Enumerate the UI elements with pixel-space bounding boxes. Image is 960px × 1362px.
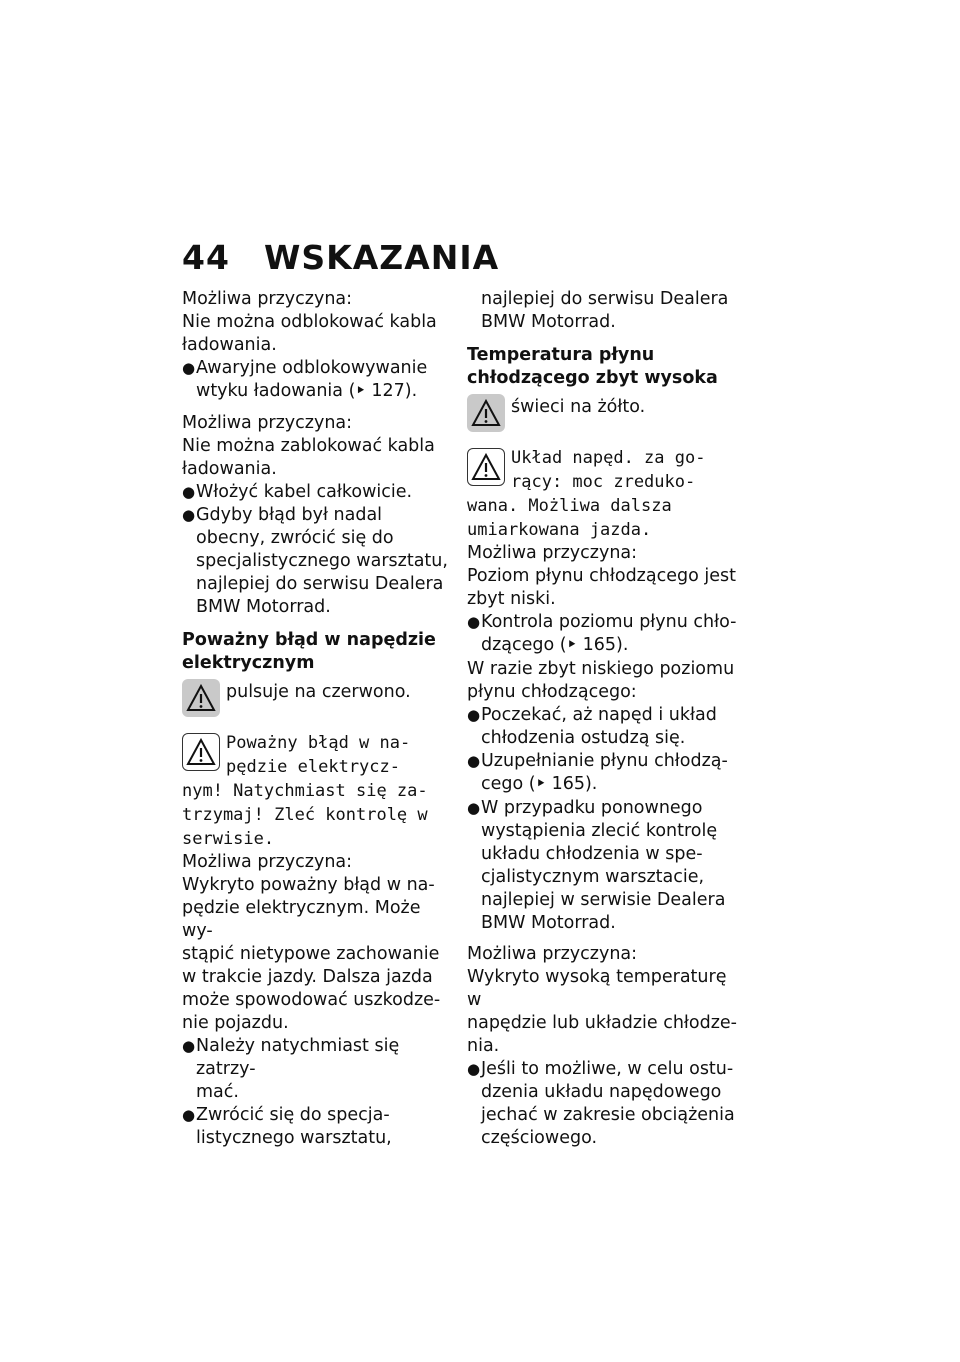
page-title: WSKAZANIA [264, 238, 500, 277]
cause-text: może spowodować uszkodze- [182, 990, 441, 1010]
warning-triangle-icon [182, 679, 220, 717]
bullet-item [182, 357, 454, 404]
display-line: umiarkowana jazda. [467, 520, 652, 540]
bullet-text: Gdyby błąd był nadal [196, 505, 383, 525]
bullet-text: chłodzenia ostudzą się. [481, 728, 686, 748]
cause-text: W razie zbyt niskiego poziomu [467, 659, 735, 679]
bullet-text: Uzupełnianie płynu chłodzą- [481, 751, 728, 771]
cause-text: Nie można odblokować kabla [182, 312, 437, 332]
cause-text: Nie można zablokować kabla [182, 436, 435, 456]
bullet-icon: ● [467, 706, 481, 724]
page-reference: 165). [551, 774, 598, 794]
cause-text: ładowania. [182, 459, 277, 479]
heading-line: elektrycznym [182, 653, 315, 673]
display-line: pędzie elektrycz- [226, 757, 400, 777]
cause-text: ładowania. [182, 335, 277, 355]
bullet-text: Zwrócić się do specja- [196, 1105, 390, 1125]
cause-text: pędzie elektrycznym. Może wy- [182, 898, 421, 941]
cause-text: nia. [467, 1036, 500, 1056]
bullet-item [467, 704, 739, 750]
cause-text: w trakcie jazdy. Dalsza jazda [182, 967, 433, 987]
bullet-text: listycznego warsztatu, [196, 1128, 392, 1148]
warning-triangle-icon [182, 733, 220, 771]
bullet-text: W przypadku ponownego [481, 798, 703, 818]
bullet-item [182, 1035, 454, 1104]
bullet-icon: ● [467, 799, 481, 817]
display-line: nym! Natychmiast się za- [182, 781, 428, 801]
bullet-text: BMW Motorrad. [481, 312, 616, 332]
bullet-text: Awaryjne odblokowywanie [196, 358, 428, 378]
bullet-icon: ● [467, 613, 481, 631]
bullet-text: specjalistycznego warsztatu, [196, 551, 448, 571]
bullet-icon: ● [467, 1060, 481, 1078]
bullet-text: Jeśli to możliwe, w celu ostu- [481, 1059, 734, 1079]
bullet-text: najlepiej w serwisie Dealera [481, 890, 726, 910]
display-line: Poważny błąd w na- [226, 733, 411, 753]
indicator-row [182, 679, 454, 717]
bullet-text: Należy natychmiast się zatrzy- [196, 1036, 400, 1079]
indicator-text: pulsuje na czerwono. [226, 682, 411, 702]
bullet-icon: ● [182, 359, 196, 377]
bullet-text: najlepiej do serwisu Dealera [481, 289, 729, 309]
bullet-text: dzenia układu napędowego [481, 1082, 722, 1102]
cause-label: Możliwa przyczyna: [182, 852, 353, 872]
heading-line: Poważny błąd w napędzie [182, 630, 436, 650]
page-reference-arrow-icon: ⯈ [355, 384, 366, 399]
display-message [182, 731, 454, 851]
heading-line: Temperatura płynu [467, 345, 655, 365]
cause-text: napędzie lub układzie chłodze- [467, 1013, 737, 1033]
bullet-text: BMW Motorrad. [196, 597, 331, 617]
cause-text: Wykryto wysoką temperaturę w [467, 967, 727, 1010]
cause-text: płynu chłodzącego: [467, 682, 637, 702]
bullet-icon: ● [182, 483, 196, 501]
display-line: serwisie. [182, 829, 275, 849]
indicator-row [467, 394, 739, 432]
bullet-continuation [467, 288, 739, 334]
bullet-text: jechać w zakresie obciążenia [481, 1105, 735, 1125]
bullet-text: mać. [196, 1082, 239, 1102]
right-column [467, 288, 739, 1150]
bullet-item [467, 750, 739, 797]
cause-label: Możliwa przyczyna: [467, 543, 638, 563]
cause-text: nie pojazdu. [182, 1013, 289, 1033]
bullet-item [467, 611, 739, 658]
bullet-text: wystąpienia zlecić kontrolę [481, 821, 718, 841]
display-message [467, 446, 739, 542]
bullet-item [182, 1104, 454, 1150]
bullet-text: dzącego ( [481, 635, 567, 655]
page-reference-arrow-icon: ⯈ [535, 777, 546, 792]
page-reference: 127). [371, 381, 418, 401]
bullet-item [182, 504, 454, 619]
bullet-icon: ● [467, 752, 481, 770]
section-heading [467, 344, 739, 390]
display-line: rący: moc zreduko- [511, 472, 696, 492]
bullet-text: wtyku ładowania ( [196, 381, 356, 401]
indicator-text: świeci na żółto. [511, 397, 646, 417]
bullet-text: cego ( [481, 774, 536, 794]
page-reference-arrow-icon: ⯈ [566, 638, 578, 653]
page-number: 44 [182, 238, 230, 277]
bullet-text: obecny, zwrócić się do [196, 528, 394, 548]
bullet-text: częściowego. [481, 1128, 598, 1148]
bullet-icon: ● [182, 1037, 196, 1055]
page-reference: 165). [582, 635, 629, 655]
bullet-text: Włożyć kabel całkowicie. [196, 482, 413, 502]
cause-label: Możliwa przyczyna: [467, 944, 638, 964]
cause-text: Wykryto poważny błąd w na- [182, 875, 435, 895]
warning-triangle-icon [467, 394, 505, 432]
heading-line: chłodzącego zbyt wysoka [467, 368, 718, 388]
bullet-text: Kontrola poziomu płynu chło- [481, 612, 737, 632]
bullet-icon: ● [182, 506, 196, 524]
display-line: Układ napęd. za go- [511, 448, 706, 468]
bullet-text: Poczekać, aż napęd i układ [481, 705, 717, 725]
bullet-text: najlepiej do serwisu Dealera [196, 574, 444, 594]
display-line: wana. Możliwa dalsza [467, 496, 672, 516]
bullet-item [467, 797, 739, 935]
cause-label: Możliwa przyczyna: [182, 413, 353, 433]
section-heading [182, 629, 454, 675]
left-column [182, 288, 454, 1150]
display-line: trzymaj! Zleć kontrolę w [182, 805, 428, 825]
bullet-item [182, 481, 454, 504]
cause-text: zbyt niski. [467, 589, 556, 609]
bullet-text: BMW Motorrad. [481, 913, 616, 933]
warning-triangle-icon [467, 448, 505, 486]
bullet-item [467, 1058, 739, 1150]
bullet-icon: ● [182, 1106, 196, 1124]
cause-text: Poziom płynu chłodzącego jest [467, 566, 736, 586]
bullet-text: układu chłodzenia w spe- [481, 844, 703, 864]
page-header [182, 238, 782, 282]
cause-label: Możliwa przyczyna: [182, 289, 353, 309]
cause-text: stąpić nietypowe zachowanie [182, 944, 440, 964]
bullet-text: cjalistycznym warsztacie, [481, 867, 705, 887]
